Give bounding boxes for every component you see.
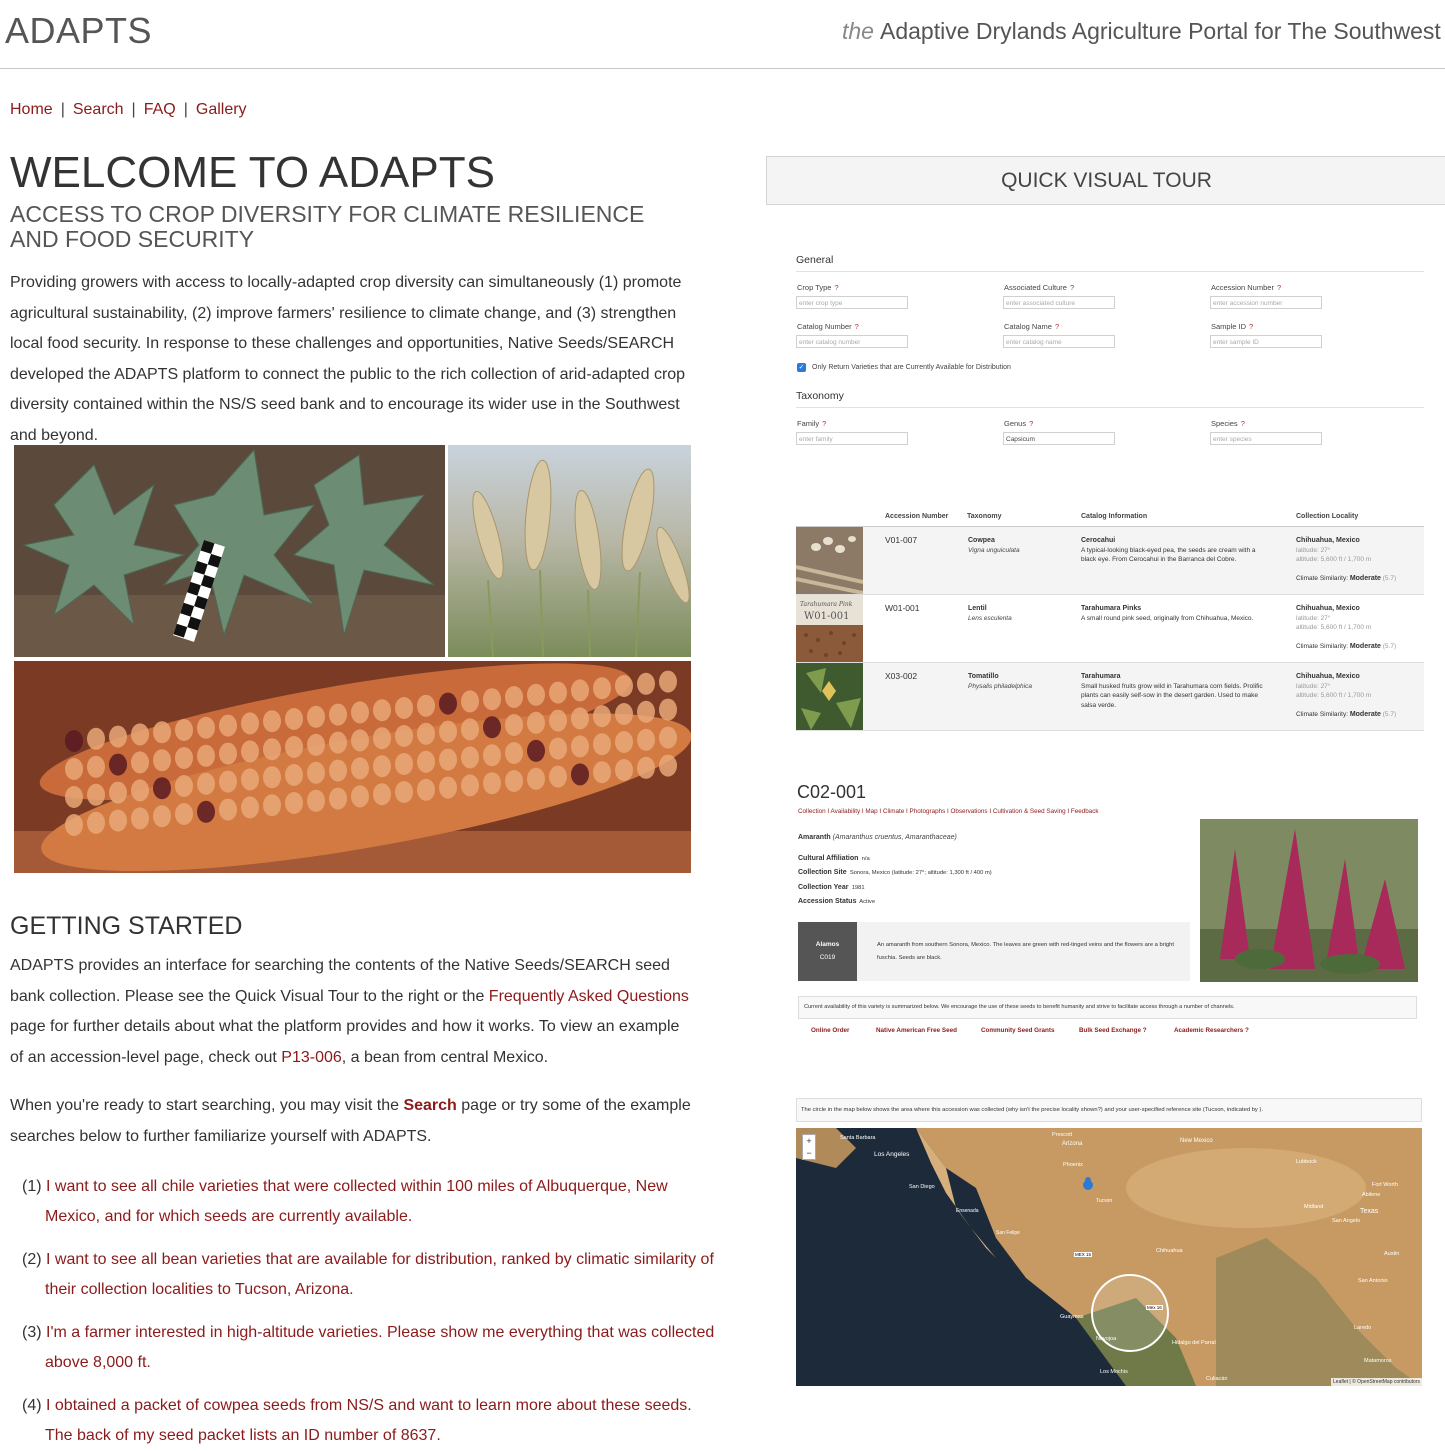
corn-kernel [461, 746, 479, 768]
corn-kernel [153, 777, 171, 799]
nav-search[interactable]: Search [72, 101, 124, 118]
nav-home[interactable]: Home [10, 101, 53, 118]
search-prompt-paragraph [10, 1091, 695, 1152]
corn-kernel [593, 705, 611, 727]
crop-type-label: Crop Type ? [797, 283, 839, 292]
example-search-link[interactable]: I obtained a packet of cowpea seeds from NS/S and want to learn more about these seeds. The back of my seed packet lists an ID number of 8637. [45, 1397, 692, 1444]
corn-kernel [395, 725, 413, 747]
accession-tabs[interactable]: Collection I Availability I Map I Climate I Photographs I Observations I Cultivation & Seed Saving I Feedback [798, 808, 1099, 815]
channel-online-order[interactable]: Online Order [811, 1027, 850, 1034]
highway-shield: Mex 16 [1147, 1305, 1162, 1310]
example-search-link[interactable]: I want to see all bean varieties that are available for distribution, ranked by climatic similarity of their collection localities to Tucson, Arizona. [45, 1251, 714, 1298]
corn-kernel [109, 810, 127, 832]
corn-kernel [197, 745, 215, 767]
map-label: Tucson [1096, 1198, 1113, 1204]
corn-kernel [285, 792, 303, 814]
nav-faq[interactable]: FAQ [143, 101, 176, 118]
corn-kernel [329, 732, 347, 754]
corn-kernel [153, 749, 171, 771]
highway-shield: MEX 15 [1075, 1252, 1092, 1257]
associated-culture-input[interactable]: enter associated culture [1003, 296, 1115, 309]
map-attribution[interactable]: Leaflet | © OpenStreetMap contributors [1333, 1379, 1420, 1385]
zoom-out-button[interactable]: − [806, 1148, 812, 1158]
corn-kernel [131, 723, 149, 745]
corn-kernel [329, 760, 347, 782]
corn-kernel [109, 754, 127, 776]
corn-kernel [263, 794, 281, 816]
example-number: (2) [22, 1251, 42, 1268]
corn-kernel [395, 753, 413, 775]
catalog-name-label: Catalog Name ? [1004, 322, 1060, 331]
map-label: San Felipe [996, 1230, 1020, 1236]
catalog-name-input[interactable]: enter catalog name [1003, 335, 1115, 348]
family-label: Family ? [797, 419, 827, 428]
row-taxonomy: Cowpea Vigna unguiculata [968, 537, 1020, 554]
corn-kernel [197, 801, 215, 823]
map-label: San Antonio [1358, 1278, 1388, 1284]
map-label: Fort Worth [1372, 1182, 1398, 1188]
row-catalog: Cerocahui A typical-looking black-eyed pea, the seeds are cream with a black eye. From Cerocahui in the Barranca del Cobre. [1081, 537, 1256, 563]
corn-kernel [351, 757, 369, 779]
row-thumbnail [796, 663, 863, 730]
map-label: Laredo [1354, 1325, 1372, 1331]
example-accession-link[interactable]: P13-006 [281, 1048, 342, 1066]
corn-kernel [439, 721, 457, 743]
corn-kernel [351, 701, 369, 723]
corn-kernel [329, 704, 347, 726]
corn-kernel [527, 712, 545, 734]
corn-kernel [461, 718, 479, 740]
example-search-1 [22, 1172, 717, 1232]
corn-kernel [197, 773, 215, 795]
genus-label: Genus ? [1004, 419, 1034, 428]
corn-kernel [307, 706, 325, 728]
satellite-map[interactable] [796, 1128, 1422, 1386]
map-label: Guaymas [1060, 1314, 1084, 1320]
corn-kernel [263, 766, 281, 788]
corn-kernel [131, 807, 149, 829]
corn-kernel [65, 814, 83, 836]
corn-kernel [659, 727, 677, 749]
map-label: Austin [1384, 1251, 1400, 1257]
corn-kernel [571, 735, 589, 757]
getting-started-paragraph [10, 951, 695, 1073]
corn-kernel [351, 785, 369, 807]
corn-kernel [593, 761, 611, 783]
corn-kernel [263, 738, 281, 760]
accession-number-input[interactable]: enter accession number [1210, 296, 1322, 309]
tagline-text: Adaptive Drylands Agriculture Portal for The Southwest [879, 18, 1441, 44]
example-search-2 [22, 1245, 717, 1305]
corn-kernel [109, 782, 127, 804]
corn-kernel [351, 729, 369, 751]
tagline-prefix: the [842, 18, 874, 44]
col-locality: Collection Locality [1296, 513, 1359, 520]
corn-kernel [659, 671, 677, 693]
amaranth-photo [1200, 819, 1418, 982]
corn-kernel [285, 764, 303, 786]
corn-kernel [439, 693, 457, 715]
corn-kernel [659, 699, 677, 721]
corn-kernel [505, 686, 523, 708]
catalog-number-label: Catalog Number ? [797, 322, 859, 331]
corn-kernel [87, 812, 105, 834]
packet-text: Tarahumara Pink [800, 601, 853, 608]
corn-kernel [131, 751, 149, 773]
corn-kernel [615, 703, 633, 725]
col-catalog: Catalog Information [1081, 513, 1148, 520]
accession-fields: Cultural Affiliation n/a Collection Site Sonora, Mexico (latitude: 27°; altitude: 1,300 ft / 400 m) Collection Year 1981 Accession Status Active [798, 855, 992, 905]
faq-link[interactable]: Frequently Asked Questions [488, 987, 689, 1005]
corn-kernel [439, 749, 457, 771]
channel-academic-researchers[interactable]: Academic Researchers ? [1174, 1027, 1249, 1034]
sample-id-label: Sample ID ? [1211, 322, 1254, 331]
packet-code: W01-001 [804, 611, 850, 622]
corn-kernel [373, 783, 391, 805]
corn-kernel [109, 726, 127, 748]
intro-paragraph: Providing growers with access to locally-adapted crop diversity can simultaneously (1) promote agricultural sustainability, (2) improve farmers' resilience to climate change, and (3) strengthen local food security. In response to these challenges and opportunities, Native Seeds/SEARCH developed the ADAPTS platform to connect the public to the rich collection of arid-adapted crop diversity contained within the NS/S seed bank and to encourage its wider use in the Southwest and beyond. [10, 274, 686, 444]
corn-kernel [373, 699, 391, 721]
corn-kernel [571, 707, 589, 729]
corn-kernel [461, 774, 479, 796]
corn-kernel [483, 744, 501, 766]
corn-kernel [219, 743, 237, 765]
corn-kernel [153, 805, 171, 827]
corn-kernel [483, 772, 501, 794]
species-label: Species ? [1211, 419, 1245, 428]
corn-kernel [241, 712, 259, 734]
map-label: Hidalgo del Parral [1172, 1340, 1216, 1346]
corn-kernel [505, 770, 523, 792]
photo-squash-leaves [14, 445, 445, 657]
page-subtitle: ACCESS TO CROP DIVERSITY FOR CLIMATE RESILIENCE AND FOOD SECURITY [10, 201, 645, 252]
corn-kernel [219, 799, 237, 821]
row-taxonomy: Lentil Lens esculenta [968, 605, 1012, 622]
page-title: WELCOME TO ADAPTS [10, 148, 495, 197]
availability-text: Current availability of this variety is summarized below. We encourage the use of these seeds to benefit humanity and strive to facilitate access through a number of channels. [804, 1004, 1235, 1010]
gs-text-2: page for further details about what the platform provides and how it works. To view an example of an accession-level page, check out [10, 1018, 680, 1066]
example-search-link[interactable]: I'm a farmer interested in high-altitude varieties. Please show me everything that was collected above 8,000 ft. [45, 1324, 715, 1371]
map-label: Ensenada [956, 1208, 979, 1214]
map-zoom-controls [802, 1134, 816, 1160]
corn-kernel [461, 690, 479, 712]
example-number: (3) [22, 1324, 42, 1341]
corn-kernel [615, 759, 633, 781]
row-locality: Chihuahua, Mexico latitude: 27° altitude: 5,600 ft / 1,700 m Climate Similarity: Moderate (5.7) [1296, 673, 1397, 718]
example-search-link[interactable]: I want to see all chile varieties that were collected within 100 miles of Albuquerque, New Mexico, and for which seeds are currently available. [45, 1178, 668, 1225]
crop-type-input[interactable]: enter crop type [796, 296, 908, 309]
row-catalog: Tarahumara Small husked fruits grow wild in Tarahumara corn fields. Prolific plants can easily self-sow in the desert garden. Used to make salsa verde. [1081, 673, 1263, 709]
gs-text-3: , a bean from central Mexico. [341, 1048, 549, 1066]
channel-bulk-seed-exchange[interactable]: Bulk Seed Exchange ? [1079, 1027, 1147, 1034]
corn-kernel [439, 777, 457, 799]
associated-culture-label: Associated Culture ? [1004, 283, 1075, 292]
corn-kernel [549, 710, 567, 732]
row-accession[interactable]: V01-007 [885, 535, 918, 545]
corn-kernel [527, 684, 545, 706]
corn-kernel [549, 682, 567, 704]
map-label: Navojoa [1096, 1336, 1117, 1342]
corn-kernel [659, 755, 677, 777]
gs-text-5: page or try some of the example searches below to further familiarize yourself with ADAPTS. [10, 1097, 691, 1145]
corn-kernel [175, 719, 193, 741]
corn-kernel [263, 710, 281, 732]
site-tagline [842, 18, 1445, 45]
corn-kernel [571, 763, 589, 785]
corn-kernel [219, 771, 237, 793]
corn-kernel [527, 740, 545, 762]
corn-kernel [527, 768, 545, 790]
corn-kernel [175, 803, 193, 825]
corn-kernel [373, 755, 391, 777]
search-link[interactable]: Search [403, 1097, 457, 1114]
taxonomy-section-title: Taxonomy [796, 390, 844, 402]
map-label: Texas [1360, 1208, 1379, 1215]
corn-kernel [175, 775, 193, 797]
corn-kernel [593, 733, 611, 755]
site-logo[interactable]: ADAPTS [5, 10, 153, 51]
map-label: Culiacán [1206, 1376, 1228, 1382]
corn-kernel [417, 751, 435, 773]
corn-kernel [571, 679, 589, 701]
corn-kernel [637, 757, 655, 779]
corn-kernel [417, 723, 435, 745]
catalog-badge: Alamos C019 [798, 922, 857, 981]
map-label: San Diego [909, 1184, 935, 1190]
corn-kernel [505, 714, 523, 736]
example-search-3 [22, 1318, 717, 1378]
row-thumbnail [796, 527, 863, 594]
map-label: San Angelo [1332, 1218, 1361, 1224]
corn-kernel [417, 695, 435, 717]
corn-kernel [153, 721, 171, 743]
corn-kernel [241, 740, 259, 762]
sample-id-input[interactable]: enter sample ID [1210, 335, 1322, 348]
row-locality: Chihuahua, Mexico latitude: 27° altitude: 5,600 ft / 1,700 m Climate Similarity: Moderate (5.7) [1296, 605, 1397, 650]
corn-kernel [87, 784, 105, 806]
corn-kernel [395, 697, 413, 719]
map-label: Prescott [1052, 1132, 1073, 1138]
map-label: Lubbock [1296, 1159, 1317, 1165]
species-input[interactable]: enter species [1210, 432, 1322, 445]
divider [796, 271, 1424, 272]
map-label: Los Angeles [874, 1151, 910, 1158]
corn-kernel [637, 673, 655, 695]
channel-native-american-free-seed[interactable]: Native American Free Seed [876, 1027, 957, 1034]
corn-kernel [593, 677, 611, 699]
map-label: Arizona [1062, 1141, 1083, 1147]
quick-visual-tour-header[interactable]: QUICK VISUAL TOUR [766, 156, 1445, 205]
row-thumbnail [796, 595, 863, 662]
corn-kernel [329, 788, 347, 810]
corn-kernel [131, 779, 149, 801]
corn-kernel [307, 762, 325, 784]
availability-checkbox[interactable]: ✓ [798, 364, 805, 371]
corn-kernel [615, 731, 633, 753]
corn-kernel [549, 738, 567, 760]
corn-kernel [241, 768, 259, 790]
corn-kernel [307, 734, 325, 756]
corn-kernel [65, 786, 83, 808]
corn-kernel [483, 688, 501, 710]
family-input[interactable]: enter family [796, 432, 908, 445]
example-number: (4) [22, 1397, 42, 1414]
corn-kernel [615, 675, 633, 697]
map-label: Matamoros [1364, 1358, 1392, 1364]
getting-started-title: GETTING STARTED [10, 912, 243, 940]
catalog-description: An amaranth from southern Sonora, Mexico. The leaves are green with red-tinged veins and the flowers are a bright fuschia. Seeds are black. [877, 942, 1174, 961]
map-label: Midland [1304, 1204, 1324, 1210]
corn-kernel [219, 715, 237, 737]
corn-kernel [637, 729, 655, 751]
main-nav: Home | Search | FAQ | Gallery [10, 101, 247, 118]
corn-kernel [65, 730, 83, 752]
map-label: Phoenix [1063, 1162, 1083, 1168]
map-label: Chihuahua [1156, 1248, 1183, 1254]
photo-corn [14, 661, 691, 873]
corn-kernel [417, 779, 435, 801]
row-catalog: Tarahumara Pinks A small round pink seed, originally from Chihuahua, Mexico. [1081, 605, 1254, 622]
map-label: New Mexico [1180, 1138, 1213, 1144]
availability-checkbox-label: Only Return Varieties that are Currently Available for Distribution [812, 364, 1011, 371]
corn-kernel [307, 790, 325, 812]
catalog-number-input[interactable]: enter catalog number [796, 335, 908, 348]
map-label: Los Mochis [1100, 1369, 1128, 1375]
corn-kernel [241, 796, 259, 818]
row-taxonomy: Tomatillo Physalis philadelphica [968, 673, 1032, 690]
gs-text-4: When you're ready to start searching, you may visit the [10, 1097, 404, 1114]
row-accession[interactable]: X03-002 [885, 671, 918, 681]
corn-kernel [285, 708, 303, 730]
row-locality: Chihuahua, Mexico latitude: 27° altitude: 5,600 ft / 1,700 m Climate Similarity: Moderate (5.7) [1296, 537, 1397, 582]
col-accession: Accession Number [885, 513, 949, 520]
zoom-in-button[interactable]: + [806, 1136, 812, 1146]
corn-kernel [549, 766, 567, 788]
map-label: Santa Barbara [840, 1135, 876, 1141]
corn-kernel [87, 728, 105, 750]
nav-gallery[interactable]: Gallery [195, 101, 247, 118]
general-section-title: General [796, 254, 834, 266]
corn-kernel [65, 758, 83, 780]
col-taxonomy: Taxonomy [967, 513, 1002, 520]
accession-taxon: Amaranth (Amaranthus cruentus, Amaranthaceae) [798, 834, 957, 841]
row-accession[interactable]: W01-001 [885, 603, 920, 613]
corn-kernel [505, 742, 523, 764]
site-header [0, 0, 1445, 69]
example-search-4 [22, 1391, 717, 1451]
corn-kernel [373, 727, 391, 749]
map-label: Abilene [1362, 1192, 1381, 1198]
example-number: (1) [22, 1178, 42, 1195]
channel-community-seed-grants[interactable]: Community Seed Grants [981, 1027, 1055, 1034]
accession-number-label: Accession Number ? [1211, 283, 1282, 292]
corn-kernel [637, 701, 655, 723]
photo-wheat [448, 445, 691, 657]
corn-kernel [175, 747, 193, 769]
genus-input[interactable]: Capsicum [1003, 432, 1115, 445]
gs-text-1: ADAPTS provides an interface for searching the contents of the Native Seeds/SEARCH seed bank collection. Please see the Quick Visual Tour to the right or the [10, 957, 670, 1005]
accession-id: C02-001 [797, 782, 867, 802]
map-caption: The circle in the map below shows the area where this accession was collected (why isn't the precise locality shown?) and your user-specified reference site (Tucson, indicated by ). [801, 1107, 1263, 1113]
corn-kernel [87, 756, 105, 778]
corn-kernel [197, 717, 215, 739]
divider [796, 407, 1424, 408]
corn-kernel [483, 716, 501, 738]
corn-kernel [395, 781, 413, 803]
corn-kernel [285, 736, 303, 758]
